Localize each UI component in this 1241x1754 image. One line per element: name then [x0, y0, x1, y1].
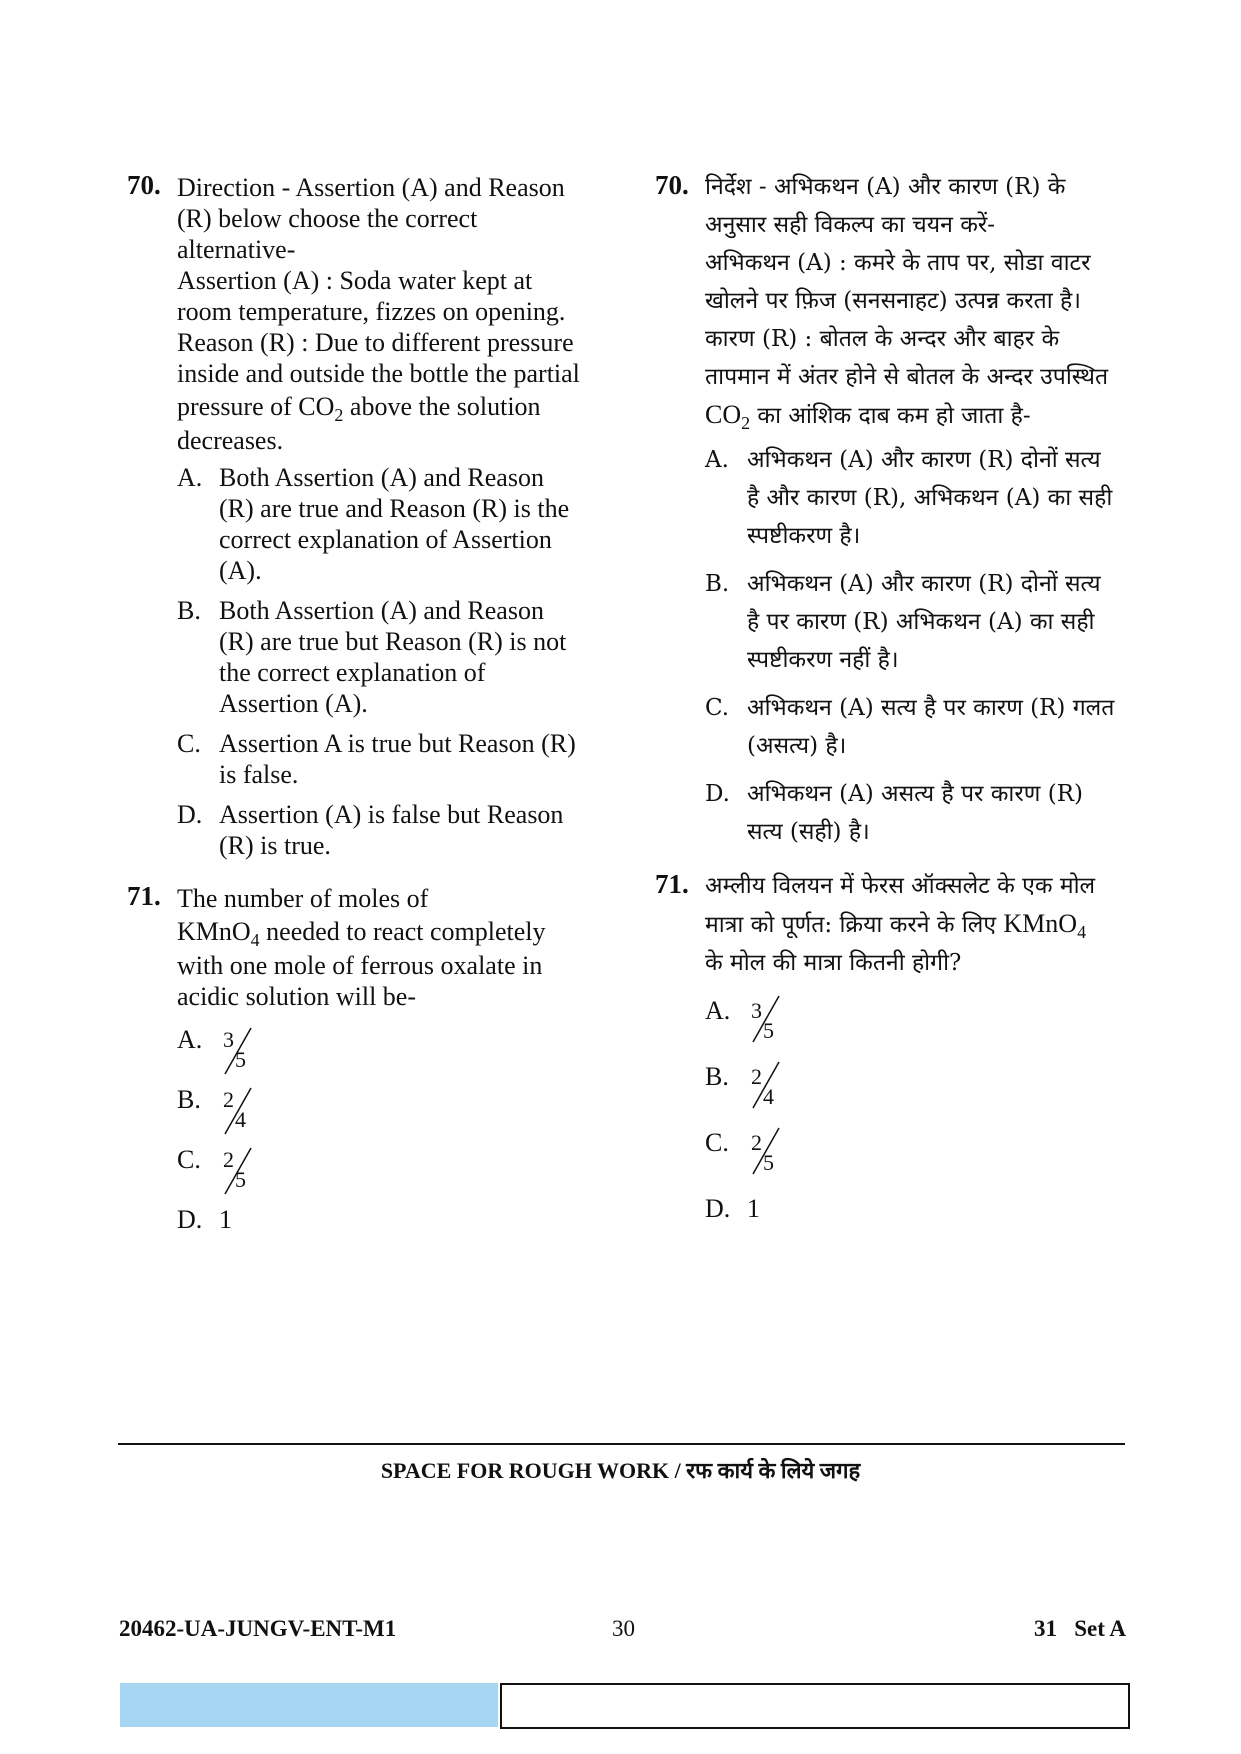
assertion-text: अभिकथन (A) : कमरे के ताप पर, सोडा वाटर	[705, 250, 1091, 276]
reason-text-co2: pressure of $CO_2$ above the solution	[177, 392, 541, 425]
option-label: A.	[705, 447, 729, 473]
set-label: 31 Set A	[1034, 1616, 1126, 1641]
option-a[interactable]	[705, 992, 1135, 1048]
option-text: Both Assertion (A) and Reason	[219, 596, 544, 625]
reason-text: decreases.	[177, 426, 284, 455]
question-number: 70.	[127, 170, 161, 200]
option-text: 1	[219, 1205, 232, 1234]
footer-color-bar	[120, 1683, 498, 1727]
option-label: A.	[177, 463, 203, 492]
question-text-line: (R) below choose the correct	[177, 204, 478, 233]
option-d[interactable]	[705, 775, 1135, 851]
hindi-column	[655, 168, 1135, 1238]
option-label: A.	[177, 1025, 203, 1054]
question-text-line: with one mole of ferrous oxalate in	[177, 951, 543, 980]
option-c[interactable]	[177, 728, 617, 790]
question-text-line: The number of moles of	[177, 884, 429, 913]
reason-text: तापमान में अंतर होने से बोतल के अन्दर उपस्थित	[705, 364, 1109, 390]
option-text: अभिकथन (A) और कारण (R) दोनों सत्य	[747, 571, 1101, 597]
option-b[interactable]	[705, 1058, 1135, 1114]
option-text: (R) are true and Reason (R) is the	[219, 494, 570, 523]
question-70-en	[127, 172, 617, 861]
page-number: 30	[612, 1616, 635, 1641]
question-text-line: अम्लीय विलयन में फेरस ऑक्सलेट के एक मोल	[705, 873, 1096, 899]
question-text-kmno4: मात्रा को पूर्णत: क्रिया करने के लिए KMnO$_4$	[705, 909, 1087, 942]
question-text-line: के मोल की मात्रा कितनी होगी?	[705, 950, 962, 976]
option-d[interactable]	[705, 1190, 1135, 1228]
option-text: सत्य (सही) है।	[747, 819, 870, 845]
option-label: D.	[705, 781, 730, 807]
option-a[interactable]	[705, 441, 1135, 555]
reason-text: Reason (R) : Due to different pressure	[177, 328, 574, 357]
option-text: है और कारण (R), अभिकथन (A) का सही	[747, 485, 1113, 511]
option-label: A.	[705, 996, 731, 1025]
fraction: 2 5	[749, 1124, 783, 1176]
option-d[interactable]	[177, 799, 617, 861]
option-a[interactable]	[177, 462, 617, 586]
option-text: स्पष्टीकरण है।	[747, 523, 861, 549]
option-label: B.	[177, 596, 201, 625]
options-list	[177, 462, 617, 861]
assertion-text: Assertion (A) : Soda water kept at	[177, 266, 533, 295]
fraction: 3 5	[749, 992, 783, 1044]
option-text: correct explanation of Assertion	[219, 525, 552, 554]
question-number: 70.	[655, 170, 689, 200]
option-label: B.	[705, 571, 730, 597]
option-c[interactable]	[705, 1124, 1135, 1180]
option-b[interactable]	[177, 595, 617, 719]
option-text: the correct explanation of	[219, 658, 486, 687]
question-number: 71.	[127, 881, 161, 911]
english-column	[127, 172, 617, 1244]
option-text: Assertion A is true but Reason (R)	[219, 729, 576, 758]
option-text: है पर कारण (R) अभिकथन (A) का सही	[747, 609, 1095, 635]
option-text: Assertion (A) is false but Reason	[219, 800, 564, 829]
paper-code: 20462-UA-JUNGV-ENT-M1	[119, 1616, 397, 1641]
option-text: Both Assertion (A) and Reason	[219, 463, 544, 492]
option-text: 1	[747, 1194, 760, 1223]
option-label: B.	[705, 1062, 729, 1091]
question-text-line: Direction - Assertion (A) and Reason	[177, 173, 565, 202]
assertion-text: खोलने पर फ़िज (सनसनाहट) उत्पन्न करता है।	[705, 288, 1081, 314]
reason-text: कारण (R) : बोतल के अन्दर और बाहर के	[705, 326, 1060, 352]
fraction: 3 5	[221, 1024, 255, 1076]
question-text-line: acidic solution will be-	[177, 982, 417, 1011]
fraction: 2 4	[221, 1084, 255, 1136]
option-text: (असत्य) है।	[747, 733, 847, 759]
option-text: Assertion (A).	[219, 689, 368, 718]
option-text: अभिकथन (A) असत्य है पर कारण (R)	[747, 781, 1083, 807]
question-text-line: अनुसार सही विकल्प का चयन करें-	[705, 212, 996, 238]
option-b[interactable]	[705, 565, 1135, 679]
reason-text-co2: $CO_2$ का आंशिक दाब कम हो जाता है-	[705, 400, 1031, 433]
question-number: 71.	[655, 869, 689, 899]
option-text: is false.	[219, 760, 299, 789]
option-label: C.	[177, 1145, 201, 1174]
options-list	[705, 992, 1135, 1228]
question-71-en	[127, 883, 617, 1235]
question-text-line: निर्देश - अभिकथन (A) और कारण (R) के	[705, 174, 1066, 200]
option-label: B.	[177, 1085, 201, 1114]
fraction: 2 4	[749, 1058, 783, 1110]
option-d[interactable]	[177, 1204, 617, 1235]
option-text: (R) are true but Reason (R) is not	[219, 627, 567, 656]
fraction: 2 5	[221, 1144, 255, 1196]
question-70-hi	[655, 168, 1135, 851]
assertion-text: room temperature, fizzes on opening.	[177, 297, 566, 326]
option-c[interactable]	[705, 689, 1135, 765]
footer-empty-box	[500, 1683, 1130, 1729]
options-list	[177, 1024, 617, 1235]
option-b[interactable]	[177, 1084, 617, 1140]
option-c[interactable]	[177, 1144, 617, 1200]
option-a[interactable]	[177, 1024, 617, 1080]
options-list	[705, 441, 1135, 851]
option-label: C.	[705, 695, 730, 721]
option-label: D.	[177, 800, 203, 829]
option-text: (A).	[219, 556, 262, 585]
option-text: (R) is true.	[219, 831, 331, 860]
question-text-line: alternative-	[177, 235, 296, 264]
reason-text: inside and outside the bottle the partial	[177, 359, 580, 388]
option-text: अभिकथन (A) और कारण (R) दोनों सत्य	[747, 447, 1101, 473]
option-label: C.	[705, 1128, 729, 1157]
rough-work-divider	[118, 1443, 1125, 1445]
option-text: स्पष्टीकरण नहीं है।	[747, 647, 899, 673]
option-label: D.	[177, 1205, 203, 1234]
option-text: अभिकथन (A) सत्य है पर कारण (R) गलत	[747, 695, 1115, 721]
rough-work-heading: SPACE FOR ROUGH WORK / रफ कार्य के लिये जगह	[380, 1458, 861, 1483]
option-label: D.	[705, 1194, 731, 1223]
option-label: C.	[177, 729, 201, 758]
question-71-hi	[655, 867, 1135, 1228]
question-text-kmno4: KMnO$_4$ needed to react completely	[177, 917, 546, 950]
